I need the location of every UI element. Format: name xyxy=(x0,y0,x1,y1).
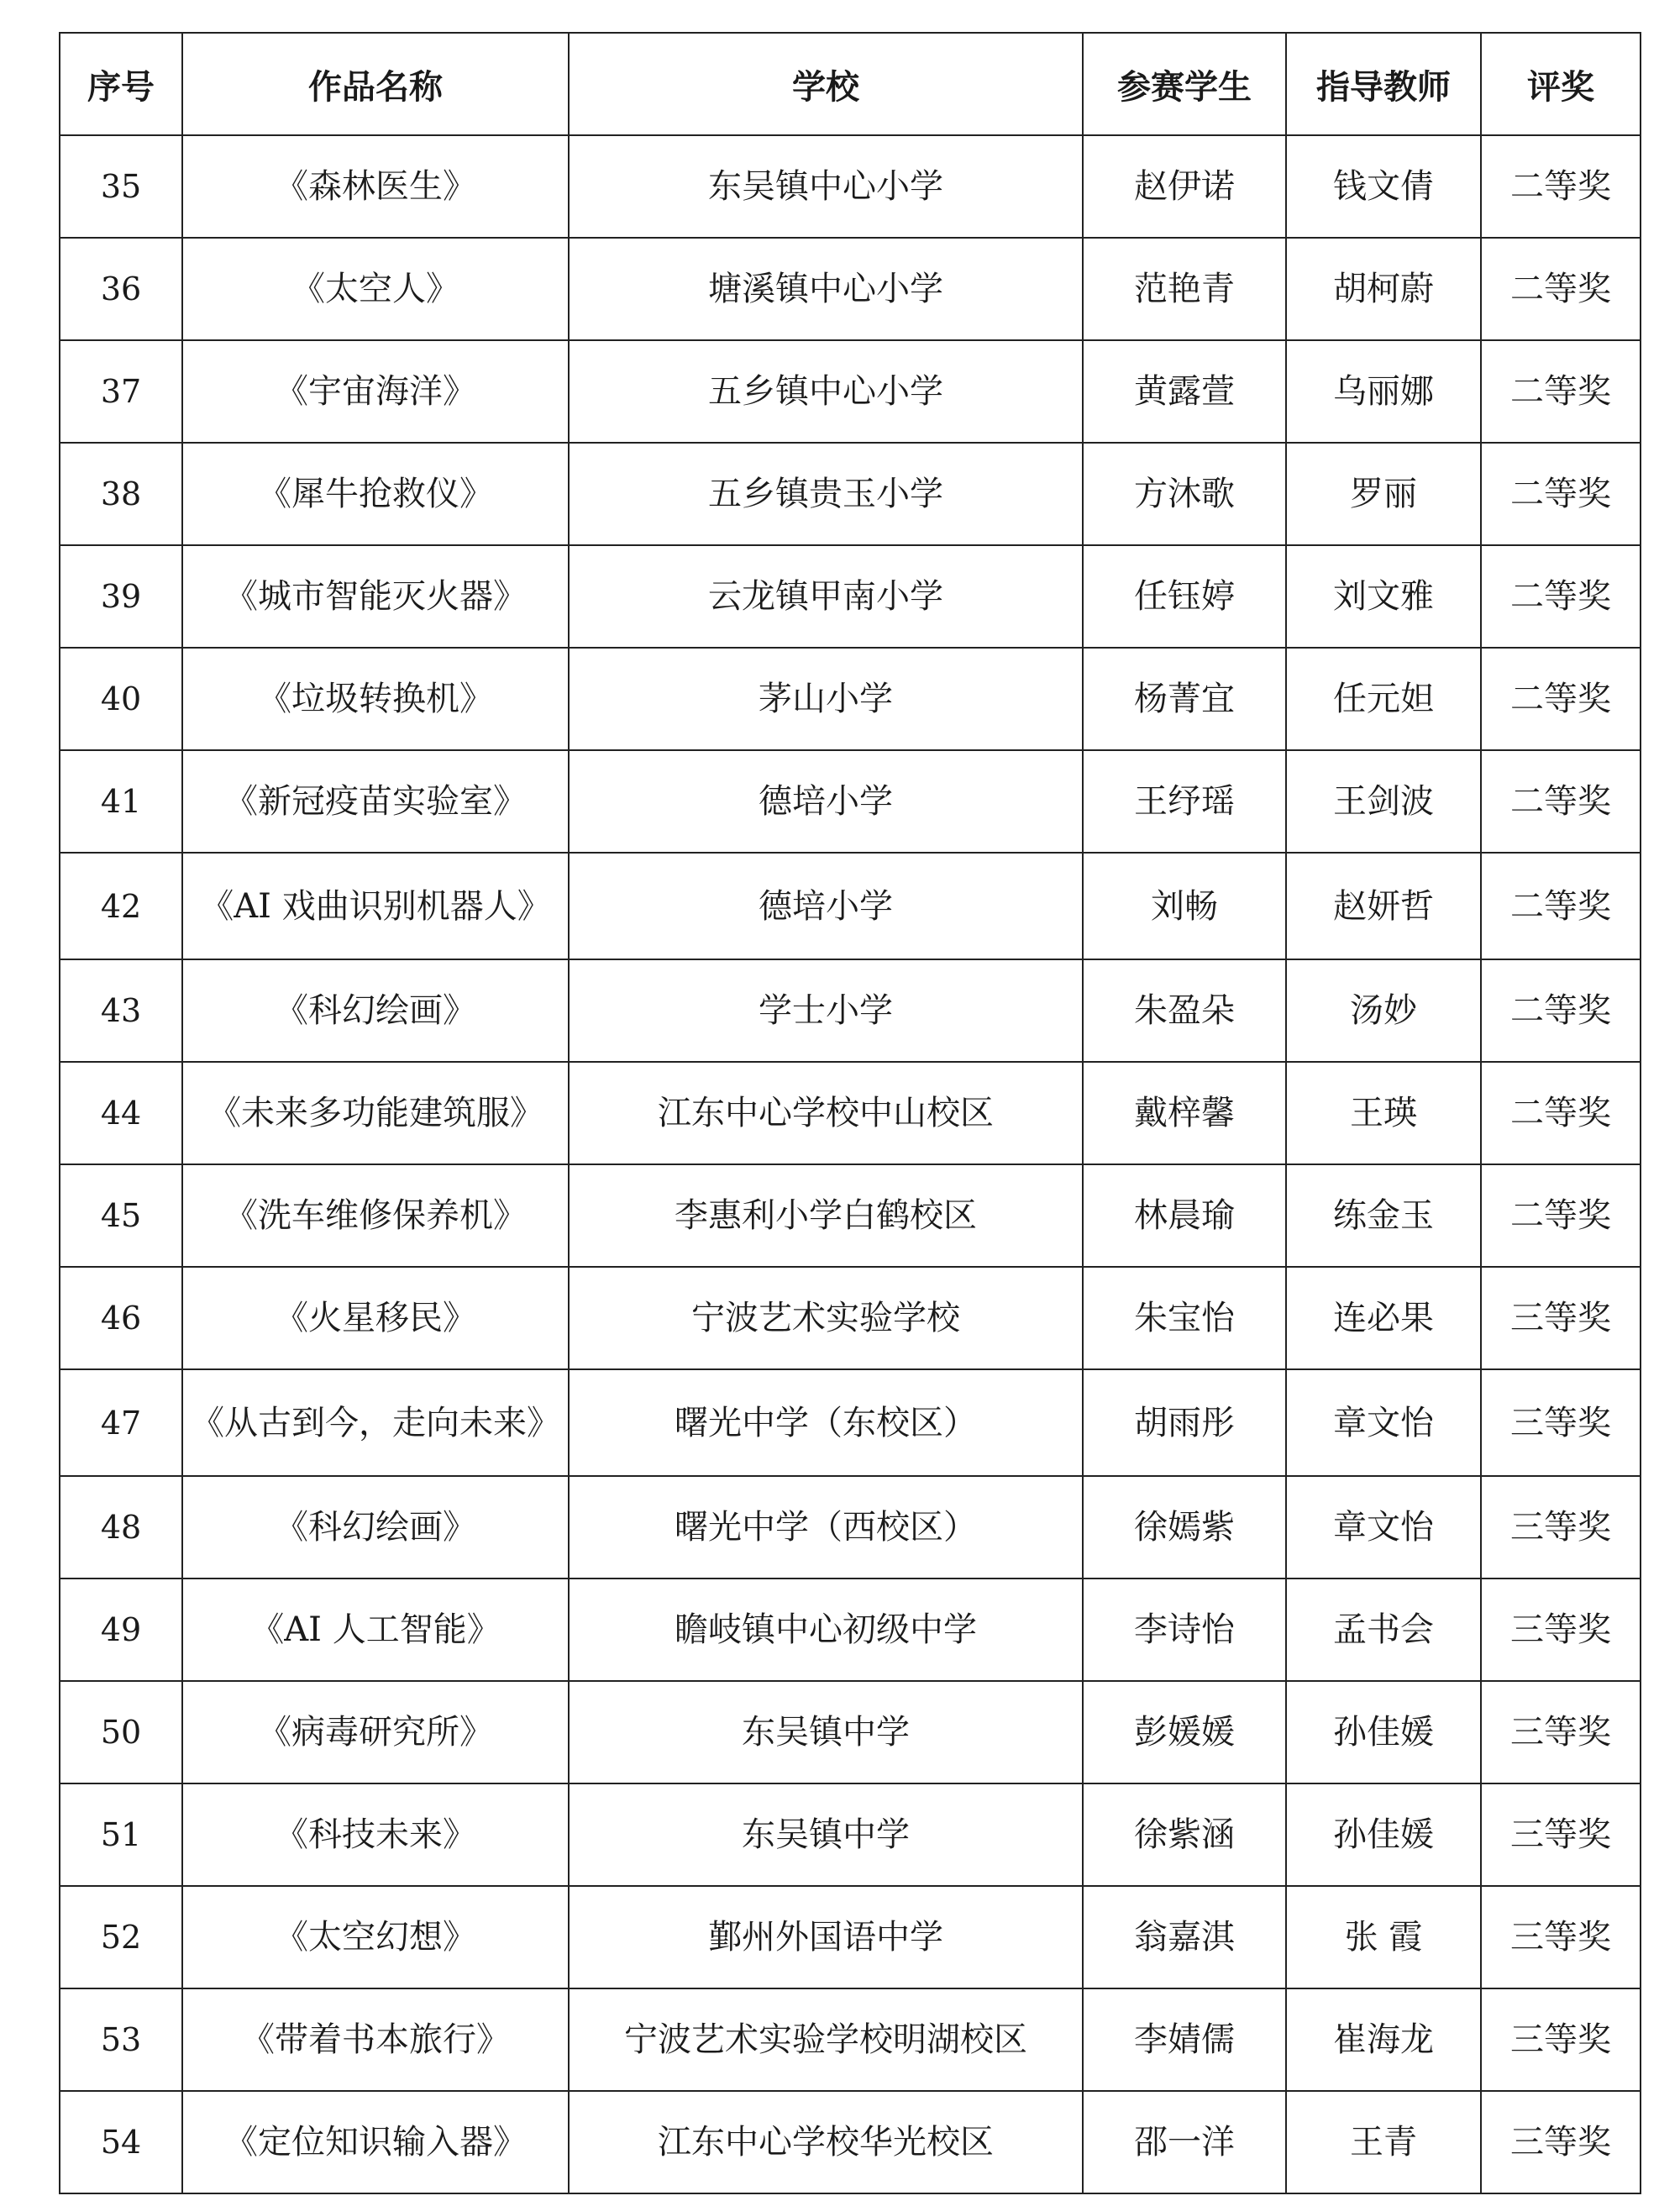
table-row xyxy=(60,1579,1641,1681)
cell-student: 徐紫涵 xyxy=(1083,1783,1286,1886)
cell-no: 46 xyxy=(60,1267,182,1369)
table-row xyxy=(60,1369,1641,1476)
cell-school: 宁波艺术实验学校 xyxy=(569,1267,1083,1369)
cell-title: 《犀牛抢救仪》 xyxy=(182,443,569,545)
cell-school: 东吴镇中学 xyxy=(569,1783,1083,1886)
cell-no: 39 xyxy=(60,545,182,648)
cell-award: 二等奖 xyxy=(1481,750,1641,853)
cell-teacher: 王剑波 xyxy=(1286,750,1481,853)
cell-student: 李婧儒 xyxy=(1083,1988,1286,2091)
cell-no: 38 xyxy=(60,443,182,545)
table-row xyxy=(60,1886,1641,1988)
table-row xyxy=(60,135,1641,238)
cell-no: 50 xyxy=(60,1681,182,1783)
table-row xyxy=(60,1476,1641,1579)
cell-teacher: 乌丽娜 xyxy=(1286,340,1481,443)
cell-teacher: 王瑛 xyxy=(1286,1062,1481,1164)
cell-no: 35 xyxy=(60,135,182,238)
cell-title: 《科幻绘画》 xyxy=(182,959,569,1062)
cell-title: 《未来多功能建筑服》 xyxy=(182,1062,569,1164)
cell-teacher: 刘文雅 xyxy=(1286,545,1481,648)
cell-teacher: 孙佳媛 xyxy=(1286,1783,1481,1886)
cell-school: 茅山小学 xyxy=(569,648,1083,750)
cell-school: 鄞州外国语中学 xyxy=(569,1886,1083,1988)
cell-student: 彭媛媛 xyxy=(1083,1681,1286,1783)
cell-no: 36 xyxy=(60,238,182,340)
table-row xyxy=(60,1267,1641,1369)
cell-no: 43 xyxy=(60,959,182,1062)
cell-school: 江东中心学校华光校区 xyxy=(569,2091,1083,2193)
cell-school: 德培小学 xyxy=(569,750,1083,853)
cell-student: 李诗怡 xyxy=(1083,1579,1286,1681)
cell-award: 三等奖 xyxy=(1481,1579,1641,1681)
cell-award: 三等奖 xyxy=(1481,1886,1641,1988)
cell-teacher: 任元妲 xyxy=(1286,648,1481,750)
header-row xyxy=(60,33,1641,135)
cell-school: 东吴镇中心小学 xyxy=(569,135,1083,238)
cell-title: 《垃圾转换机》 xyxy=(182,648,569,750)
cell-title: 《新冠疫苗实验室》 xyxy=(182,750,569,853)
cell-school: 宁波艺术实验学校明湖校区 xyxy=(569,1988,1083,2091)
cell-student: 朱盈朵 xyxy=(1083,959,1286,1062)
cell-award: 二等奖 xyxy=(1481,340,1641,443)
cell-title: 《AI 人工智能》 xyxy=(182,1579,569,1681)
cell-student: 任钰婷 xyxy=(1083,545,1286,648)
cell-teacher: 崔海龙 xyxy=(1286,1988,1481,2091)
cell-school: 德培小学 xyxy=(569,853,1083,959)
cell-school: 江东中心学校中山校区 xyxy=(569,1062,1083,1164)
cell-teacher: 张 霞 xyxy=(1286,1886,1481,1988)
cell-award: 三等奖 xyxy=(1481,1988,1641,2091)
cell-award: 二等奖 xyxy=(1481,1164,1641,1267)
cell-student: 范艳青 xyxy=(1083,238,1286,340)
cell-award: 三等奖 xyxy=(1481,1369,1641,1476)
cell-title: 《AI 戏曲识别机器人》 xyxy=(182,853,569,959)
cell-no: 45 xyxy=(60,1164,182,1267)
cell-school: 学士小学 xyxy=(569,959,1083,1062)
table-row xyxy=(60,1988,1641,2091)
cell-student: 胡雨彤 xyxy=(1083,1369,1286,1476)
cell-no: 37 xyxy=(60,340,182,443)
cell-award: 二等奖 xyxy=(1481,443,1641,545)
header-student: 参赛学生 xyxy=(1083,33,1286,135)
cell-title: 《科技未来》 xyxy=(182,1783,569,1886)
cell-student: 刘畅 xyxy=(1083,853,1286,959)
cell-award: 三等奖 xyxy=(1481,1681,1641,1783)
cell-no: 54 xyxy=(60,2091,182,2193)
table-row xyxy=(60,648,1641,750)
cell-title: 《病毒研究所》 xyxy=(182,1681,569,1783)
cell-school: 曙光中学（东校区） xyxy=(569,1369,1083,1476)
table-row xyxy=(60,238,1641,340)
table-body xyxy=(60,135,1641,2193)
cell-school: 云龙镇甲南小学 xyxy=(569,545,1083,648)
cell-teacher: 汤妙 xyxy=(1286,959,1481,1062)
table-row xyxy=(60,1681,1641,1783)
table-row xyxy=(60,443,1641,545)
cell-award: 三等奖 xyxy=(1481,1476,1641,1579)
header-school: 学校 xyxy=(569,33,1083,135)
cell-school: 李惠利小学白鹤校区 xyxy=(569,1164,1083,1267)
cell-teacher: 章文怡 xyxy=(1286,1476,1481,1579)
cell-award: 二等奖 xyxy=(1481,238,1641,340)
cell-title: 《森林医生》 xyxy=(182,135,569,238)
cell-no: 52 xyxy=(60,1886,182,1988)
cell-title: 《城市智能灭火器》 xyxy=(182,545,569,648)
cell-no: 51 xyxy=(60,1783,182,1886)
cell-teacher: 罗丽 xyxy=(1286,443,1481,545)
cell-student: 戴梓馨 xyxy=(1083,1062,1286,1164)
cell-teacher: 练金玉 xyxy=(1286,1164,1481,1267)
cell-teacher: 孟书会 xyxy=(1286,1579,1481,1681)
cell-no: 44 xyxy=(60,1062,182,1164)
cell-title: 《太空人》 xyxy=(182,238,569,340)
cell-school: 曙光中学（西校区） xyxy=(569,1476,1083,1579)
cell-student: 方沐歌 xyxy=(1083,443,1286,545)
cell-title: 《宇宙海洋》 xyxy=(182,340,569,443)
cell-award: 二等奖 xyxy=(1481,1062,1641,1164)
cell-school: 瞻岐镇中心初级中学 xyxy=(569,1579,1083,1681)
award-table xyxy=(59,32,1641,2194)
cell-title: 《火星移民》 xyxy=(182,1267,569,1369)
header-teacher: 指导教师 xyxy=(1286,33,1481,135)
cell-title: 《定位知识输入器》 xyxy=(182,2091,569,2193)
cell-award: 三等奖 xyxy=(1481,1267,1641,1369)
cell-teacher: 钱文倩 xyxy=(1286,135,1481,238)
cell-student: 徐嫣紫 xyxy=(1083,1476,1286,1579)
cell-title: 《洗车维修保养机》 xyxy=(182,1164,569,1267)
cell-student: 王纾瑶 xyxy=(1083,750,1286,853)
cell-award: 二等奖 xyxy=(1481,959,1641,1062)
table-row xyxy=(60,1164,1641,1267)
cell-student: 林晨瑜 xyxy=(1083,1164,1286,1267)
header-title: 作品名称 xyxy=(182,33,569,135)
table-row xyxy=(60,959,1641,1062)
cell-no: 40 xyxy=(60,648,182,750)
table-row xyxy=(60,2091,1641,2193)
cell-teacher: 连必果 xyxy=(1286,1267,1481,1369)
cell-school: 五乡镇中心小学 xyxy=(569,340,1083,443)
table-row xyxy=(60,750,1641,853)
cell-teacher: 章文怡 xyxy=(1286,1369,1481,1476)
cell-student: 杨菁宜 xyxy=(1083,648,1286,750)
cell-title: 《科幻绘画》 xyxy=(182,1476,569,1579)
cell-teacher: 王青 xyxy=(1286,2091,1481,2193)
cell-student: 翁嘉淇 xyxy=(1083,1886,1286,1988)
table-row xyxy=(60,1783,1641,1886)
cell-student: 赵伊诺 xyxy=(1083,135,1286,238)
cell-student: 黄露萱 xyxy=(1083,340,1286,443)
cell-school: 五乡镇贵玉小学 xyxy=(569,443,1083,545)
cell-award: 二等奖 xyxy=(1481,648,1641,750)
cell-school: 塘溪镇中心小学 xyxy=(569,238,1083,340)
cell-title: 《太空幻想》 xyxy=(182,1886,569,1988)
cell-award: 二等奖 xyxy=(1481,545,1641,648)
cell-no: 49 xyxy=(60,1579,182,1681)
cell-no: 47 xyxy=(60,1369,182,1476)
cell-title: 《从古到今，走向未来》 xyxy=(182,1369,569,1476)
cell-teacher: 孙佳媛 xyxy=(1286,1681,1481,1783)
cell-no: 53 xyxy=(60,1988,182,2091)
cell-award: 三等奖 xyxy=(1481,2091,1641,2193)
cell-school: 东吴镇中学 xyxy=(569,1681,1083,1783)
cell-no: 42 xyxy=(60,853,182,959)
cell-award: 二等奖 xyxy=(1481,853,1641,959)
cell-student: 邵一洋 xyxy=(1083,2091,1286,2193)
table-row xyxy=(60,545,1641,648)
table-row xyxy=(60,853,1641,959)
header-award: 评奖 xyxy=(1481,33,1641,135)
cell-award: 三等奖 xyxy=(1481,1783,1641,1886)
header-no: 序号 xyxy=(60,33,182,135)
table-row xyxy=(60,1062,1641,1164)
cell-student: 朱宝怡 xyxy=(1083,1267,1286,1369)
cell-teacher: 胡柯蔚 xyxy=(1286,238,1481,340)
cell-no: 41 xyxy=(60,750,182,853)
table-row xyxy=(60,340,1641,443)
cell-no: 48 xyxy=(60,1476,182,1579)
cell-award: 二等奖 xyxy=(1481,135,1641,238)
cell-teacher: 赵妍哲 xyxy=(1286,853,1481,959)
cell-title: 《带着书本旅行》 xyxy=(182,1988,569,2091)
